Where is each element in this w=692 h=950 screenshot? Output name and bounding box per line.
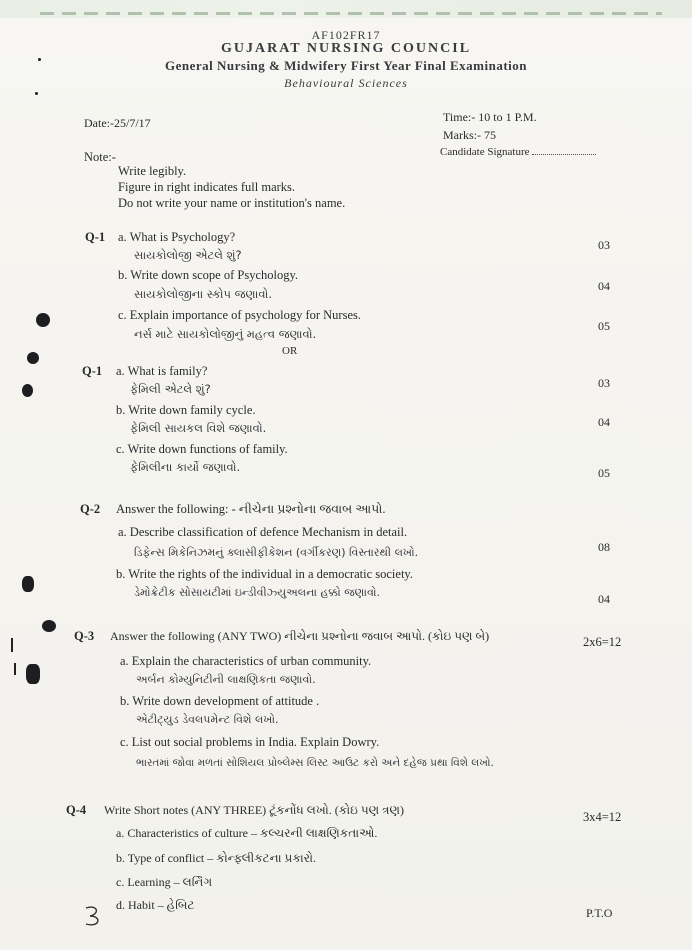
question-number: Q-2 — [80, 502, 101, 516]
question-gujarati: સાયકોલોજીના સ્કોપ જણાવો. — [134, 287, 273, 301]
question-text: b. Write the rights of the individual in a democratic society. — [116, 567, 413, 581]
ink-dot — [38, 58, 41, 61]
question-gujarati: ફેમિલી એટલે શું? — [130, 382, 211, 396]
question-gujarati: ફેમિલીના કાર્યો જણાવો. — [130, 460, 241, 474]
ink-blot — [27, 352, 39, 364]
question-gujarati: નર્સ માટે સાયકોલોજીનું મહત્વ જણાવો. — [134, 327, 317, 341]
ink-blot — [22, 384, 33, 397]
question-intro: Write Short notes (ANY THREE) ટૂંકનોંધ લખો. (કોઇ પણ ત્રણ) — [104, 803, 404, 817]
page-top-edge — [0, 0, 692, 18]
or-separator: OR — [282, 345, 298, 357]
question-marks: 05 — [598, 319, 610, 333]
ink-blot — [22, 576, 34, 592]
question-gujarati: અર્બન કોમ્યુનિટીની લાક્ષણિકતા જણાવો. — [136, 673, 316, 686]
question-text: c. List out social problems in India. Explain Dowry. — [120, 735, 380, 749]
question-text: c. Learning – લર્નિંગ — [116, 875, 213, 889]
exam-date: Date:-25/7/17 — [84, 116, 151, 130]
exam-title: General Nursing & Midwifery First Year Final Examination — [164, 58, 527, 73]
question-marks: 03 — [598, 376, 610, 390]
question-marks: 04 — [598, 279, 610, 293]
question-number: Q-1 — [82, 364, 103, 378]
question-gujarati: એટીટ્યુડ ડેવલપમેન્ટ વિશે લખો. — [136, 713, 279, 726]
council-title: GUJARAT NURSING COUNCIL — [220, 41, 472, 56]
question-text: b. Write down scope of Psychology. — [118, 268, 299, 282]
question-gujarati: ફેમિલી સાયકલ વિશે જણાવો. — [130, 421, 267, 435]
question-marks: 03 — [598, 238, 610, 252]
question-number: Q-3 — [74, 629, 95, 643]
note-line: Figure in right indicates full marks. — [118, 180, 296, 194]
signature-text: Candidate Signature — [440, 146, 530, 158]
exam-marks: Marks:- 75 — [443, 128, 496, 142]
ink-blot — [42, 620, 56, 632]
question-marks: 05 — [598, 466, 610, 480]
question-text: b. Write down development of attitude . — [120, 694, 320, 708]
subject-title: Behavioural Sciences — [284, 76, 408, 90]
question-gujarati: ડેમોક્રેટીક સોસાયટીમાં ઇન્ડીવીઝ્યુઅલના હક્કો જણાવો. — [134, 586, 381, 599]
note-label: Note:- — [84, 150, 116, 164]
signature-line — [532, 154, 596, 155]
candidate-signature-label — [440, 146, 596, 158]
question-text: a. What is family? — [116, 364, 208, 378]
note-line: Do not write your name or institution's name. — [118, 196, 346, 210]
section-marks: 3x4=12 — [583, 810, 622, 824]
question-text: c. Write down functions of family. — [116, 442, 288, 456]
question-number: Q-4 — [66, 803, 87, 817]
ink-stroke — [14, 663, 16, 675]
ink-dot — [35, 92, 38, 95]
ink-blot — [26, 664, 40, 684]
pto-label: P.T.O — [586, 906, 613, 920]
question-text: b. Write down family cycle. — [116, 403, 256, 417]
question-text: a. Explain the characteristics of urban community. — [120, 654, 372, 668]
ink-blot — [36, 313, 50, 327]
question-text: a. What is Psychology? — [118, 230, 236, 244]
paper-code: AF102FR17 — [311, 28, 381, 42]
question-marks: 04 — [598, 592, 610, 606]
handwritten-mark — [80, 902, 106, 930]
question-gujarati: ભારતમાં જોવા મળતાં સોશિયલ પ્રોબ્લેમ્સ લિસ્ટ આઉટ કરો અને દહેજ પ્રથા વિશે લખો. — [136, 757, 494, 769]
question-marks: 04 — [598, 415, 610, 429]
question-gujarati: ડિફેન્સ મિકેનિઝમનું ક્લાસીફીકેશન (વર્ગીકરણ) વિસ્તારથી લખો. — [134, 546, 419, 559]
question-text: d. Habit – હેબિટ — [116, 898, 195, 912]
question-intro: Answer the following: - નીચેના પ્રશ્નોના જવાબ આપો. — [116, 502, 386, 516]
question-text: a. Describe classification of defence Mechanism in detail. — [118, 525, 408, 539]
question-text: a. Characteristics of culture – કલ્ચરની લાક્ષણિકતાઓ. — [116, 826, 378, 840]
question-intro: Answer the following (ANY TWO) નીચેના પ્રશ્નોના જવાબ આપો. (કોઇ પણ બે) — [110, 629, 490, 643]
question-marks: 08 — [598, 540, 610, 554]
note-line: Write legibly. — [118, 164, 187, 178]
ink-stroke — [11, 638, 13, 652]
question-gujarati: સાયકોલોજી એટલે શું? — [134, 248, 242, 262]
question-number: Q-1 — [85, 230, 106, 244]
section-marks: 2x6=12 — [583, 635, 622, 649]
question-text: c. Explain importance of psychology for Nurses. — [118, 308, 361, 322]
question-text: b. Type of conflict – કોન્ફ્લીકટના પ્રકારો. — [116, 851, 316, 865]
exam-time: Time:- 10 to 1 P.M. — [443, 110, 537, 124]
